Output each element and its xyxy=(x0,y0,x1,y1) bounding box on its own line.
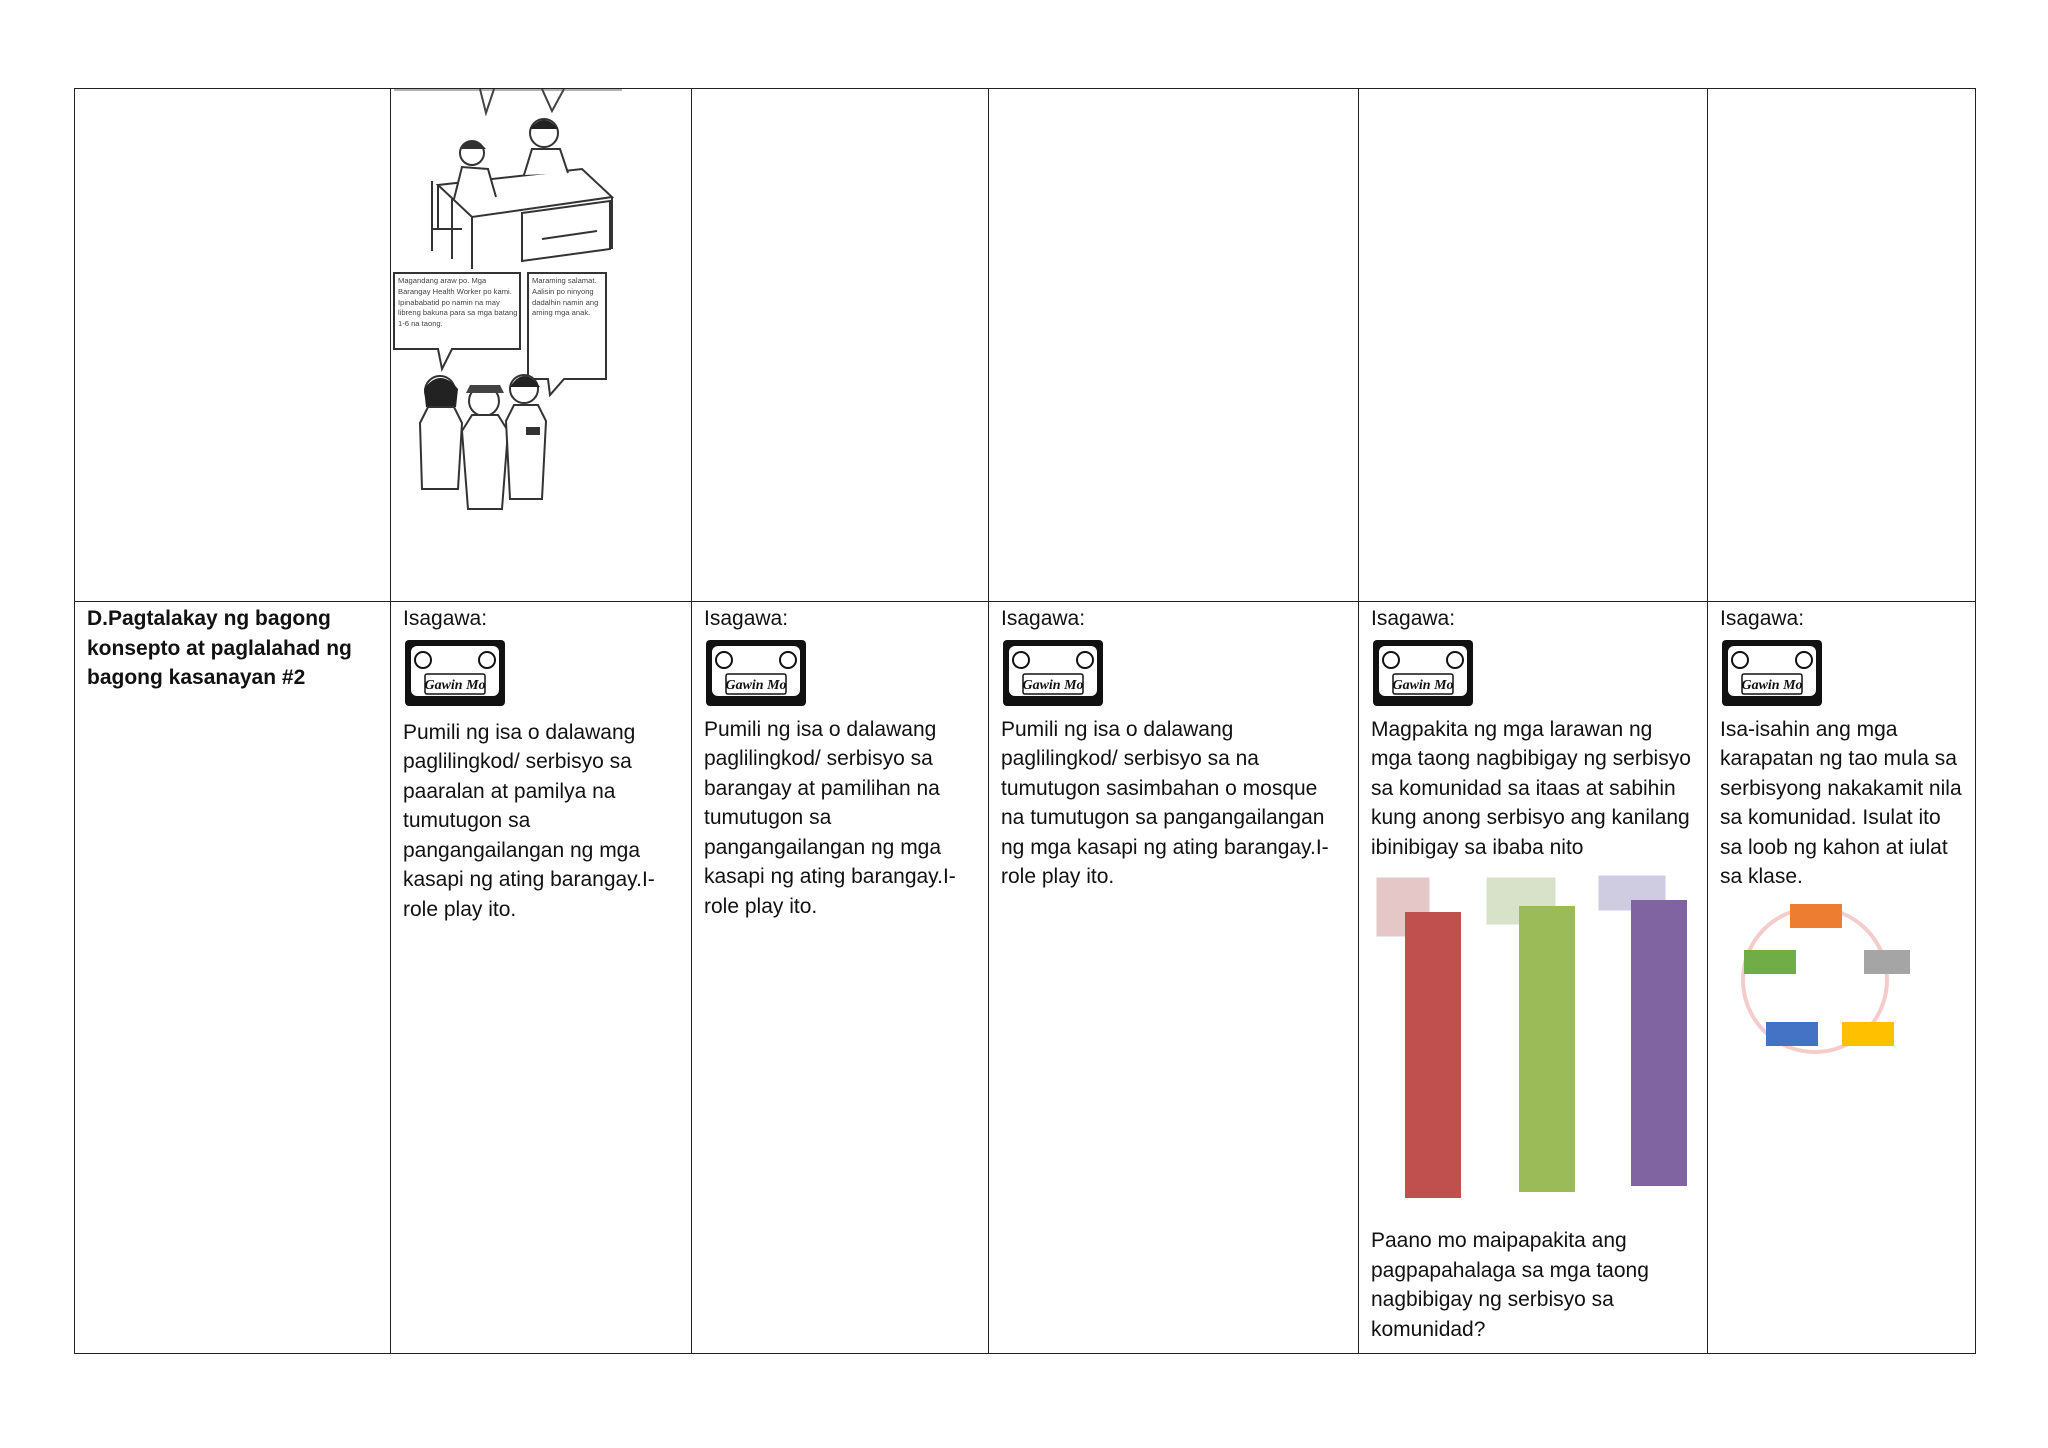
row-heading: D.Pagtalakay ng bagong konsepto at paglalahad ng bagong kasanayan #2 xyxy=(87,607,352,689)
activity-cell-karapatan xyxy=(1708,602,1976,1354)
service-providers-graphic xyxy=(1371,874,1695,1204)
rights-cycle-graphic xyxy=(1720,900,1910,1060)
isagawa-label: Isagawa: xyxy=(1001,607,1086,630)
bubble-right-text: Maraming salamat. Aalisin po ninyong dadalhin namin ang aming mga anak. xyxy=(532,276,599,318)
activity-text-paaralan: Pumili ng isa o dalawang paglilingkod/ serbisyo sa paaralan at pamilya na tumutugon sa pangangailangan ng mga kasapi ng ating barangay.I-role play ito. xyxy=(403,720,655,921)
cycle-box-3 xyxy=(1842,1022,1894,1046)
cycle-box-4 xyxy=(1766,1022,1818,1046)
stamp-text: Gawin Mo xyxy=(424,677,486,693)
bubble-left-text: Magandang araw po. Mga Barangay Health Worker po kami. Ipinababatid po namin na may libreng bakuna para sa mga batang 1-6 na taong. xyxy=(398,276,518,329)
gawin-mo-stamp-icon xyxy=(1720,638,1824,708)
stamp-text: Gawin Mo xyxy=(1022,677,1084,693)
activity-cell-paaralan xyxy=(391,602,692,1354)
row-heading-cell xyxy=(75,602,391,1354)
reflection-question: Paano mo maipapakita ang pagpapahalaga sa mga taong nagbibigay ng serbisyo sa komunidad? xyxy=(1371,1229,1649,1341)
gawin-mo-stamp-icon xyxy=(1371,638,1475,708)
isagawa-label: Isagawa: xyxy=(704,607,789,630)
row-top-label-cell xyxy=(75,89,391,602)
table-row-top xyxy=(75,89,1976,602)
bar-graphic xyxy=(1371,874,1691,1204)
activity-text-larawan: Magpakita ng mga larawan ng mga taong nagbibigay ng serbisyo sa komunidad sa itaas at sabihin kung anong serbisyo ang kanilang ibinibigay sa ibaba nito xyxy=(1371,717,1691,859)
activity-text-pamilihan: Pumili ng isa o dalawang paglilingkod/ serbisyo sa barangay at pamilihan na tumutugon sa pangangailangan ng mga kasapi ng ating barangay.I-role play ito. xyxy=(704,717,956,918)
row-top-cell-6 xyxy=(1708,89,1976,602)
activity-text-simbahan: Pumili ng isa o dalawang paglilingkod/ serbisyo sa na tumutugon sasimbahan o mosque na tumutugon sa pangangailangan ng mga kasapi ng ating barangay.I-role play ito. xyxy=(1001,717,1329,888)
gawin-mo-stamp-icon xyxy=(403,638,507,708)
activity-cell-pamilihan xyxy=(692,602,989,1354)
cycle-box-2 xyxy=(1864,950,1910,974)
gawin-mo-stamp-icon xyxy=(1001,638,1105,708)
isagawa-label: Isagawa: xyxy=(403,607,488,630)
cycle-diagram xyxy=(1720,900,1910,1060)
lesson-plan-table xyxy=(74,88,1976,1354)
gawin-mo-stamp-icon xyxy=(704,638,808,708)
table-row-pagtalakay xyxy=(75,602,1976,1354)
activity-text-karapatan: Isa-isahin ang mga karapatan ng tao mula sa serbisyong nakakamit nila sa komunidad. Isulat ito sa loob ng kahon at iulat sa klase. xyxy=(1720,717,1962,888)
stamp-text: Gawin Mo xyxy=(725,677,787,693)
stamp-text: Gawin Mo xyxy=(1741,677,1803,693)
row-top-illustration-cell xyxy=(391,89,692,602)
isagawa-label: Isagawa: xyxy=(1720,607,1805,630)
picture-bar-2 xyxy=(1519,906,1575,1192)
stamp-text: Gawin Mo xyxy=(1392,677,1454,693)
activity-cell-simbahan xyxy=(989,602,1359,1354)
activity-cell-larawan xyxy=(1359,602,1708,1354)
cycle-box-5 xyxy=(1744,950,1796,974)
picture-bar-1 xyxy=(1405,912,1461,1198)
row-top-cell-5 xyxy=(1359,89,1708,602)
row-top-cell-4 xyxy=(989,89,1359,602)
isagawa-label: Isagawa: xyxy=(1371,607,1456,630)
cycle-box-1 xyxy=(1790,904,1842,928)
barangay-health-worker-illustration xyxy=(392,89,632,521)
picture-bar-3 xyxy=(1631,900,1687,1186)
lesson-plan-sheet xyxy=(74,88,1975,1353)
row-top-cell-3 xyxy=(692,89,989,602)
